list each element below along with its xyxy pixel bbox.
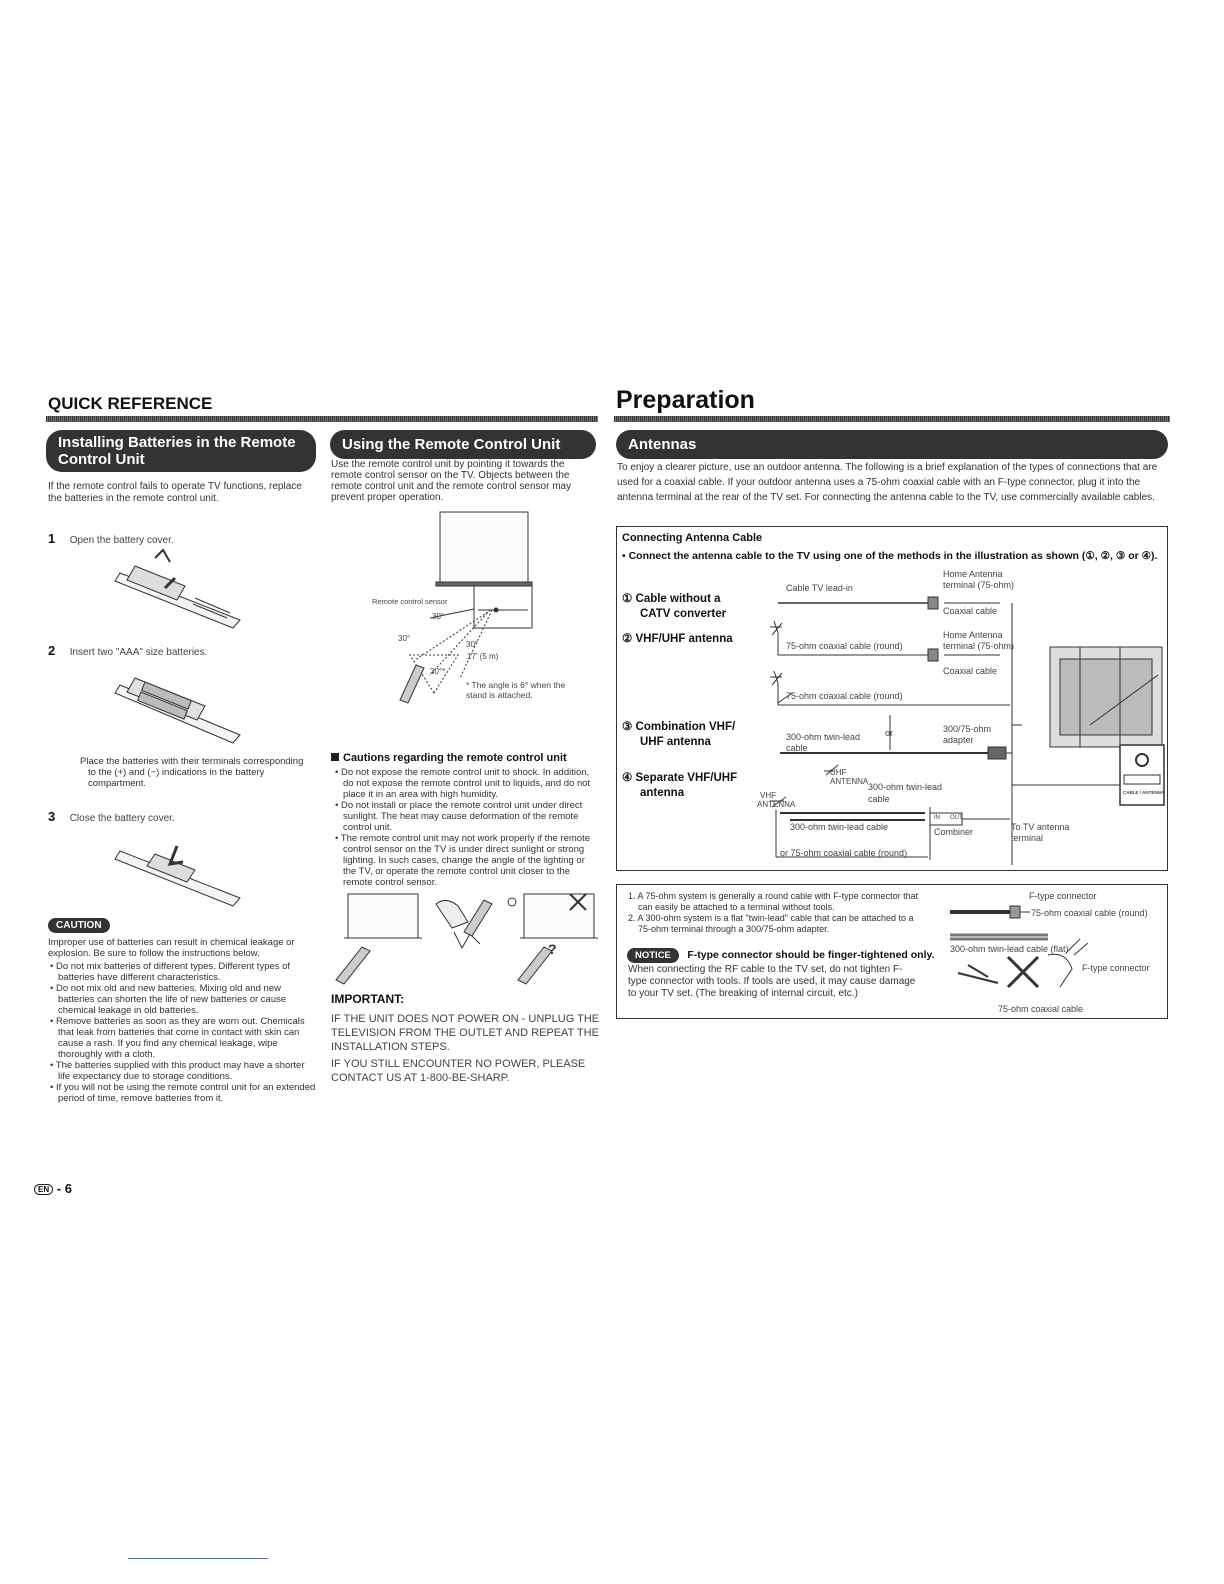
cable-tv-lead-in: Cable TV lead-in — [786, 583, 853, 593]
notice-heading: F-type connector should be finger-tightened only. — [687, 949, 935, 961]
divider — [46, 416, 598, 422]
notice-row — [627, 945, 934, 963]
twin-flat-label: 300-ohm twin-lead cable (flat) — [950, 944, 1069, 954]
uhf-antenna-label: UHF — [830, 768, 847, 777]
to-tv-label: To TV antenna — [1011, 822, 1070, 832]
antennas-intro: To enjoy a clearer picture, use an outdoor antenna. The following is a brief explanation of the types of connections that are used for a coaxial cable. If your outdoor antenna uses a 75-ohm coaxial cable with an F-type connector, plug it into the antenna terminal at the rear of the TV set. For connecting the antenna cable to the TV, use commercially available cables. — [617, 462, 1158, 503]
remote-open-cover-illustration — [115, 548, 245, 628]
caution-list — [48, 961, 316, 1104]
combiner-in: IN — [934, 815, 940, 821]
combiner-label: Combiner — [934, 827, 974, 837]
remote-heading: Using the Remote Control Unit — [330, 430, 596, 459]
twin-lead-label: 300-ohm twin-lead cable — [790, 822, 889, 832]
language-badge: EN — [34, 1184, 53, 1195]
coax-round-label: 75-ohm coaxial cable (round) — [786, 641, 903, 651]
page-number: EN - 6 — [34, 1181, 72, 1196]
method-4: ④ Separate VHF/UHF antenna — [622, 772, 738, 799]
uhf-antenna-label: ANTENNA — [830, 777, 869, 786]
step-3: 3 Close the battery cover. — [48, 809, 175, 824]
antennas-heading: Antennas — [616, 430, 1168, 459]
twin-lead-label: cable — [786, 743, 808, 753]
home-antenna-label: Home Antenna — [943, 630, 1003, 640]
to-tv-label: terminal — [1011, 833, 1044, 843]
divider — [614, 416, 1170, 422]
step-1: 1 Open the battery cover. — [48, 531, 174, 546]
note-1: 1. A 75-ohm system is generally a round cable with F-type connector that can easily be attached to a terminal without tools. — [628, 891, 919, 912]
box-title: Connecting Antenna Cable — [622, 532, 763, 544]
remote-sensor-diagram — [370, 510, 550, 705]
distance-label: 17' (5 m) — [467, 652, 499, 661]
section-title-quick-reference: QUICK REFERENCE — [48, 394, 213, 413]
vhf-antenna-label: ANTENNA — [757, 800, 796, 809]
home-antenna-label: Home Antenna — [943, 569, 1003, 579]
sensor-label: Remote control sensor — [372, 597, 448, 606]
ftype-connector-label: F-type connector — [1082, 963, 1150, 973]
remote-close-cover-illustration — [115, 826, 245, 906]
coax-bottom-label: 75-ohm coaxial cable — [998, 1004, 1084, 1014]
batteries-intro: If the remote control fails to operate TV functions, replace the batteries in the remote control unit. — [48, 481, 302, 504]
angle-label: 30° — [466, 640, 479, 649]
angle-label: 30° — [398, 634, 411, 643]
list-item: • Do not expose the remote control unit to shock. In addition, do not expose the remote control unit to liquids, and do not place it in an area with high humidity. — [335, 767, 591, 800]
list-item: • Do not mix batteries of different types. Different types of batteries have different characteristics. — [50, 961, 291, 983]
or-label: or — [885, 728, 894, 738]
adapter-label: 300/75-ohm — [943, 724, 992, 734]
important-label: IMPORTANT: — [331, 992, 405, 1006]
angle-label: 30° — [432, 612, 445, 621]
list-item: • Remove batteries as soon as they are worn out. Chemicals that leak from batteries that come in contact with skin can cause a rash. If you find any chemical leakage, wipe thoroughly with a cloth. — [50, 1016, 305, 1060]
cautions-heading: Cautions regarding the remote control unit — [331, 752, 567, 764]
batteries-heading: Installing Batteries in the Remote Control Unit — [46, 430, 316, 472]
box-instruction: • Connect the antenna cable to the TV using one of the methods in the illustration as shown (①, ②, ③ or ④). — [622, 550, 1158, 562]
angle-label: 30°* — [430, 667, 446, 676]
list-item: • The batteries supplied with this product may have a shorter life expectancy due to storage conditions. — [50, 1060, 305, 1082]
method-3: ③ Combination VHF/ UHF antenna — [622, 721, 736, 748]
note-2: 2. A 300-ohm system is a flat "twin-lead" cable that can be attached to a 75-ohm terminal through a 300/75-ohm adapter. — [628, 913, 914, 934]
twin-lead-label: cable — [868, 794, 890, 804]
list-item: • Do not install or place the remote control unit under direct sunlight. The heat may cause deformation of the remote control unit. — [335, 800, 583, 833]
notice-text: When connecting the RF cable to the TV set, do not tighten F-type connector with tools. If tools are used, it may cause damage to your TV set. (The breaking of internal circuit, etc.) — [628, 964, 916, 999]
coaxial-cable-label: Coaxial cable — [943, 666, 998, 676]
remote-caution-illustrations — [334, 892, 598, 984]
coax-round-label: 75-ohm coaxial cable (round) — [1031, 908, 1148, 918]
remote-insert-batteries-illustration — [115, 660, 245, 744]
twin-lead-label: 300-ohm twin-lead — [786, 732, 861, 742]
caution-badge: CAUTION — [48, 915, 110, 933]
important-text-1: IF THE UNIT DOES NOT POWER ON - UNPLUG THE TELEVISION FROM THE OUTLET AND REPEAT THE INSTALLATION STEPS. — [331, 1013, 600, 1053]
terminal-label: terminal (75-ohm) — [943, 641, 1015, 651]
vhf-antenna-label: VHF — [760, 791, 776, 800]
method-2: ② VHF/UHF antenna — [622, 633, 733, 645]
adapter-label: adapter — [943, 735, 974, 745]
page-title-preparation: Preparation — [616, 386, 755, 414]
list-item: • Do not mix old and new batteries. Mixing old and new batteries can shorten the life of new batteries or cause chemical leakage in old batteries. — [50, 983, 287, 1016]
caution-intro: Improper use of batteries can result in chemical leakage or explosion. Be sure to follow the instructions below. — [48, 937, 295, 959]
svg-text:?: ? — [548, 941, 557, 957]
coax-round-label: 75-ohm coaxial cable (round) — [786, 691, 903, 701]
remote-cautions-list — [333, 767, 599, 888]
coaxial-cable-label: Coaxial cable — [943, 606, 998, 616]
list-item: • The remote control unit may not work properly if the remote control sensor on the TV is under direct sunlight or strong lighting. In such cases, change the angle of the lighting or the TV, or operate the remote control unit closer to the remote control sensor. — [335, 833, 591, 888]
coax-round-label: or 75-ohm coaxial cable (round) — [780, 848, 908, 858]
method-1: ① Cable without a CATV converter — [622, 593, 727, 620]
remote-intro: Use the remote control unit by pointing it towards the remote control sensor on the TV. Objects between the remote control unit and the remote control sensor may prevent proper operation. — [331, 459, 572, 503]
ftype-connector-label: F-type connector — [1029, 891, 1097, 901]
step-2: 2 Insert two "AAA" size batteries. — [48, 643, 208, 658]
angle-note: * The angle is 6° when the stand is attached. — [466, 680, 566, 700]
battery-polarity-note: Place the batteries with their terminals corresponding to the (+) and (−) indications in the battery compartment. — [80, 756, 304, 789]
twin-lead-label: 300-ohm twin-lead — [868, 782, 943, 792]
important-text-2: IF YOU STILL ENCOUNTER NO POWER, PLEASE CONTACT US AT 1-800-BE-SHARP. — [331, 1058, 586, 1084]
footer-rule — [128, 1558, 268, 1559]
combiner-out: OUT — [950, 815, 963, 821]
notice-badge: NOTICE — [627, 948, 679, 963]
tv-panel-label: CABLE / ANTENNA — [1123, 790, 1165, 795]
list-item: • If you will not be using the remote control unit for an extended period of time, remove batteries from it. — [50, 1082, 316, 1104]
terminal-label: terminal (75-ohm) — [943, 580, 1015, 590]
